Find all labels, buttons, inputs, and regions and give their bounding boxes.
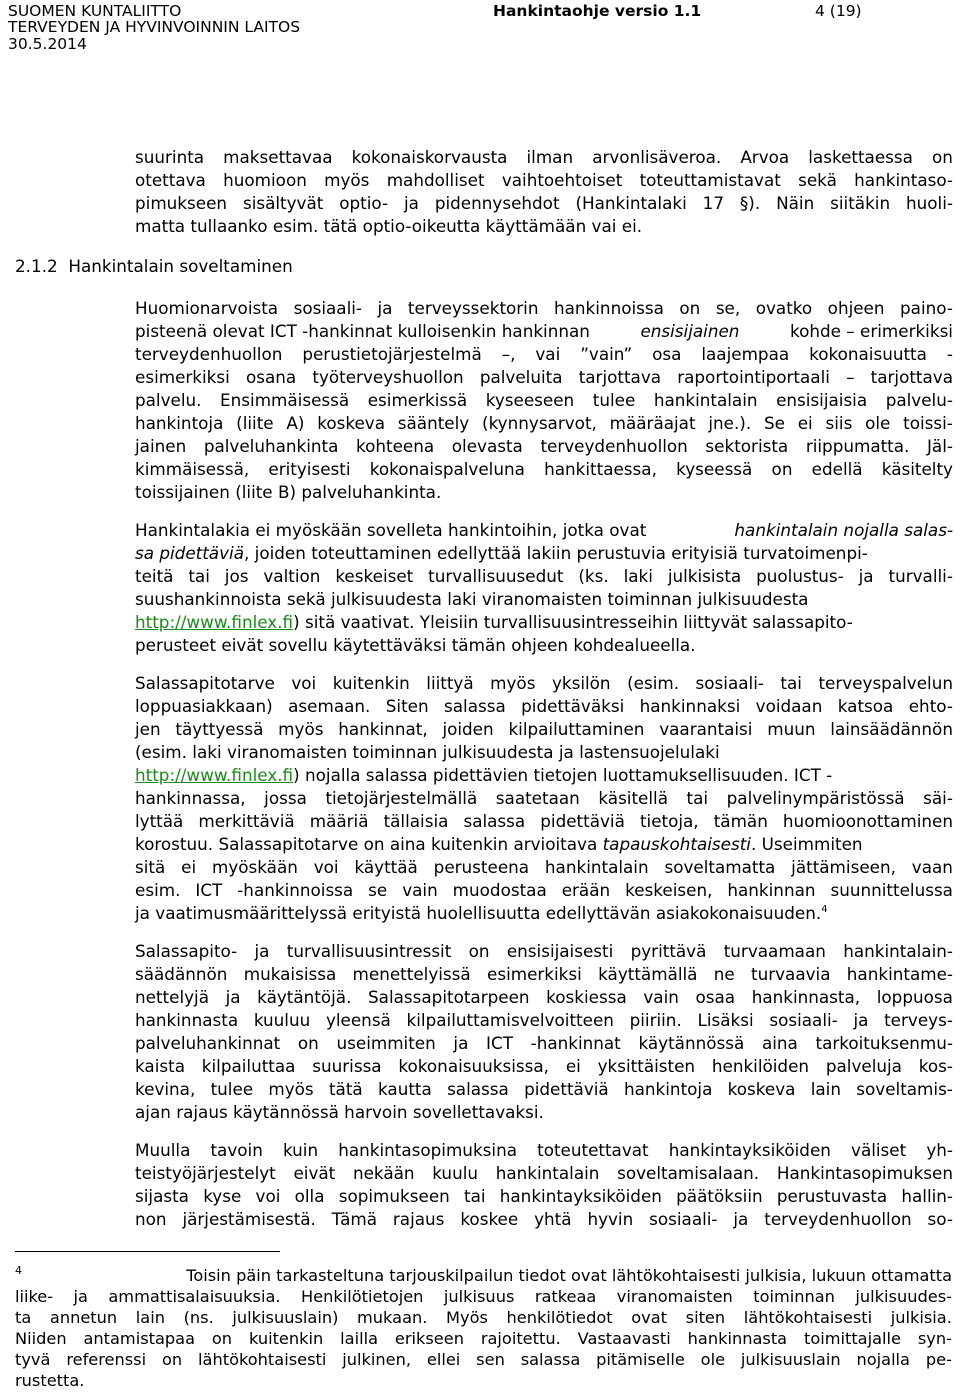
para2-line-1: Hankintalakia ei myöskään sovelleta hankintoihin, jotka ovat hankintalain nojalla salas- [135, 520, 953, 540]
para1-line-6: hankintoja (liite A) koskeva sääntely (kynnysarvot, määräajat jne.). Se ei siis ole toissi- [135, 413, 953, 433]
emphasis-salassa: hankintalain nojalla salas- [734, 520, 953, 540]
para2-line-3: teitä tai jos valtion keskeiset turvallisuusedut (ks. laki julkisista puolustus- ja turvalli- [135, 566, 953, 586]
finlex-link-2[interactable]: http://www.finlex.fi [135, 765, 294, 785]
header-organization-1: SUOMEN KUNTALIITTO [8, 2, 182, 20]
para5-line-4: non järjestämisestä. Tämä rajaus koskee yhtä hyvin sosiaali- ja terveydenhuollon so- [135, 1209, 953, 1229]
footnote-reference[interactable]: 4 [821, 904, 828, 915]
footnote-marker: 4 [15, 1264, 22, 1277]
para1-line-3: terveydenhuollon perustietojärjestelmä –, vai ”vain” osa laajempaa kokonaisuutta - [135, 344, 953, 364]
para4-line-6: kaista kilpailuttaa suurissa kokonaisuuksissa, ei yksittäisten henkilöiden palveluja kos- [135, 1056, 953, 1076]
emphasis-ensisijainen: ensisijainen [640, 321, 740, 341]
para3-line-6: hankinnassa, jossa tietojärjestelmällä saatetaan käsitellä tai palvelinympäristössä säi- [135, 788, 953, 808]
header-date: 30.5.2014 [8, 35, 87, 53]
emphasis-pidettavia: sa pidettäviä [135, 543, 244, 563]
para4-line-7: kevina, tulee myös tätä kautta salassa pidettäviä hankintoja koskeva lain soveltamis- [135, 1079, 953, 1099]
intro-line-4: matta tullaanko esim. tätä optio-oikeutta käyttämään vai ei. [135, 216, 643, 236]
para3-line-4: (esim. laki viranomaisten toiminnan julkisuudesta ja lastensuojelulaki [135, 742, 720, 762]
emphasis-tapauskohtaisesti: tapauskohtaisesti [602, 834, 751, 854]
footnote-line-4: Niiden antamistapaa on kuitenkin lailla erikseen rajoitettu. Vastaavasti hankinnasta toimittajalle syn- [15, 1329, 952, 1348]
para3-line-3: jen täyttyessä myös hankinnat, joiden kilpailuttaminen vaarantaisi muun lainsäädännön [135, 719, 953, 739]
para3-line-8: korostuu. Salassapitotarve on aina kuitenkin arvioitava tapauskohtaisesti. Useimmiten [135, 834, 863, 854]
para3-line-5: http://www.finlex.fi) nojalla salassa pidettävien tietojen luottamuksellisuuden. ICT - [135, 765, 833, 785]
para1-line-9: toissijainen (liite B) palveluhankinta. [135, 482, 442, 502]
para2-line-6: perusteet eivät sovellu käytettäväksi tämän ohjeen kohdealueella. [135, 635, 696, 655]
para5-line-1: Muulla tavoin kuin hankintasopimuksina toteutettavat hankintayksiköiden väliset yh- [135, 1140, 953, 1160]
footnote-line-6: rustetta. [15, 1371, 85, 1390]
section-heading: 2.1.2 Hankintalain soveltaminen [15, 256, 293, 276]
para4-line-5: palveluhankinnat on useimmiten ja ICT -hankinnat käytännössä aina tarkoituksenmu- [135, 1033, 953, 1053]
footnote-line-2: liike- ja ammattisalaisuuksia. Henkilötietojen julkisuus ratkeaa viranomaisten toiminnan julkisuudes- [15, 1287, 952, 1306]
para1-line-7: jainen palveluhankinta kohteena olevasta terveydenhuollon sektorista riippumatta. Jäl- [135, 436, 953, 456]
para1-line-4: esimerkiksi osana työterveyshuollon palveluita tarjottava raportointiportaali – tarjottava [135, 367, 953, 387]
para3-line-9: sitä ei myöskään voi käyttää perusteena hankintalain soveltamatta jättämiseen, vaan [135, 857, 953, 877]
footnote-line-1: $^4$ Toisin päin tarkasteltuna tarjouskilpailun tiedot ovat lähtökohtaisesti julkisia, lukuun ottamatta [15, 1264, 952, 1285]
header-document-title: Hankintaohje versio 1.1 [493, 2, 702, 20]
para1-line-8: kimmäisessä, erityisesti kokonaispalveluna hankittaessa, kyseessä on edellä käsitelty [135, 459, 953, 479]
para2-line-5: http://www.finlex.fi) sitä vaativat. Yleisiin turvallisuusintresseihin liittyvät salassapito- [135, 612, 853, 632]
para2-line-4: suushankinnoista sekä julkisuudesta laki viranomaisten toiminnan julkisuudesta [135, 589, 809, 609]
intro-line-2: otettava huomioon myös mahdolliset vaihtoehtoiset toteuttamistavat sekä hankintaso- [135, 170, 953, 190]
finlex-link-1[interactable]: http://www.finlex.fi [135, 612, 294, 632]
intro-line-1: suurinta maksettavaa kokonaiskorvausta ilman arvonlisäveroa. Arvoa laskettaessa on [135, 147, 953, 167]
para3-line-2: loppuasiakkaan) asemaan. Siten salassa pidettäväksi hankinnaksi voidaan katsoa ehto- [135, 696, 953, 716]
para1-line-2: pisteenä olevat ICT -hankinnat kulloisenkin hankinnan ensisijainen kohde – erimerkiksi [135, 321, 953, 341]
intro-line-3: pimukseen sisältyvät optio- ja pidennysehdot (Hankintalaki 17 §). Näin siitäkin huoli- [135, 193, 953, 213]
para5-line-2: teistyöjärjestelyt eivät nekään kuulu hankintalain soveltamisalaan. Hankintasopimuksen [135, 1163, 953, 1183]
para1-line-1: Huomionarvoista sosiaali- ja terveyssektorin hankinnoissa on se, ovatko ohjeen paino- [135, 298, 953, 318]
para4-line-2: säädännön mukaisissa menettelyissä esimerkiksi käyttämällä ne turvaavia hankintame- [135, 964, 953, 984]
para4-line-4: hankinnasta kuuluu yleensä kilpailuttamisvelvoitteen piiriin. Lisäksi sosiaali- ja terveys- [135, 1010, 953, 1030]
para3-line-7: lyttää merkittäviä määriä tällaisia salassa pidettäviä tietoja, tämän huomioonottaminen [135, 811, 953, 831]
footnote-line-3: ta annetun lain (ns. julkisuuslain) mukaan. Myös henkilötiedot ovat siten lähtökohtaisesti julkisia. [15, 1308, 952, 1327]
para2-line-2: sa pidettäviä, joiden toteuttaminen edellyttää lakiin perustuvia erityisiä turvatoimenpi- [135, 543, 868, 563]
header-page-number: 4 (19) [815, 2, 862, 20]
para3-line-1: Salassapitotarve voi kuitenkin liittyä myös yksilön (esim. sosiaali- tai terveyspalvelun [135, 673, 953, 693]
para4-line-1: Salassapito- ja turvallisuusintressit on ensisijaisesti pyrittävä turvaamaan hankintalain- [135, 941, 953, 961]
para1-line-5: palvelu. Ensimmäisessä esimerkissä kyseeseen tulee hankintalain ensisijaisia palvelu- [135, 390, 953, 410]
para3-line-10: esim. ICT -hankinnoissa se vain muodostaa erään keskeisen, hankinnan suunnittelussa [135, 880, 953, 900]
footnote-separator [15, 1251, 280, 1252]
footnote-line-5: tyvä referenssi on lähtökohtaisesti julkinen, ellei sen salassa pitämiselle ole julkisuuslain nojalla pe- [15, 1350, 952, 1369]
header-organization-2: TERVEYDEN JA HYVINVOINNIN LAITOS [8, 18, 301, 36]
para3-line-11: ja vaatimusmäärittelyssä erityistä huolellisuutta edellyttävän asiakokonaisuuden.$^4$ [135, 903, 828, 923]
para4-line-3: nettelyjä ja käytäntöjä. Salassapitotarpeen koskiessa vain osaa hankinnasta, loppuosa [135, 987, 953, 1007]
para4-line-8: ajan rajaus käytännössä harvoin sovellettavaksi. [135, 1102, 544, 1122]
para5-line-3: sijasta kyse voi olla sopimukseen tai hankintayksiköiden päätöksiin perustuvasta hallin- [135, 1186, 953, 1206]
